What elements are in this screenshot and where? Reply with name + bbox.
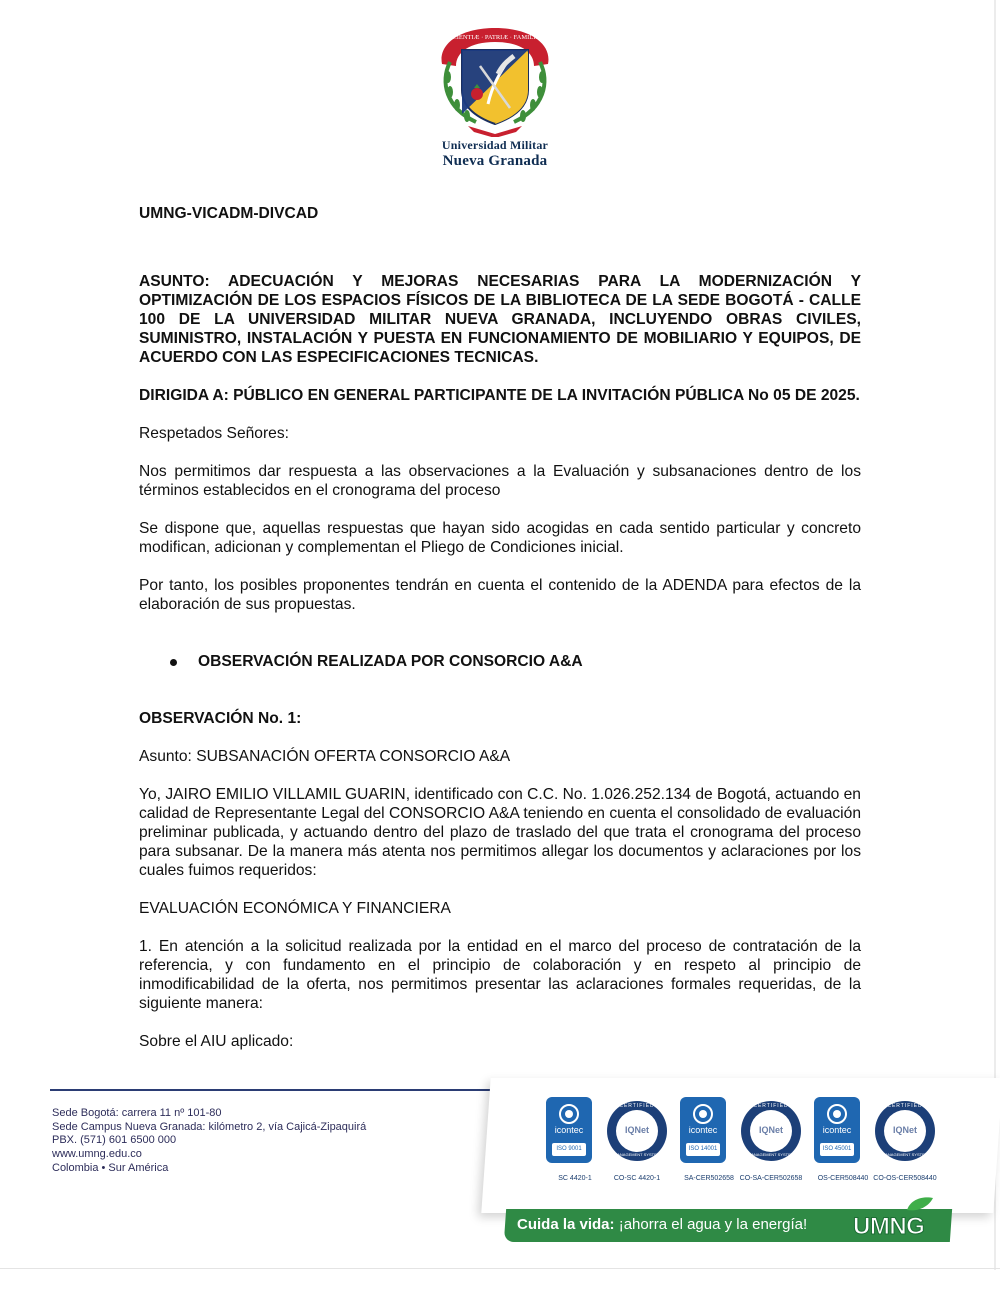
certification-code: CO-SA-CER502658 [739,1175,803,1182]
website-link[interactable]: www.umng.edu.co [52,1148,142,1161]
address-line: PBX. (571) 601 6500 000 [52,1134,177,1147]
certification-code: OS-CER508440 [817,1175,869,1182]
iqnet-seal-icon: CERTIFIED IQNet MANAGEMENT SYSTEM [875,1101,935,1161]
footer-address [52,1107,366,1176]
address-line: Sede Campus Nueva Granada: kilómetro 2, vía Cajicá-Zipaquirá [52,1120,367,1133]
paragraph-response: Nos permitimos dar respuesta a las observaciones a la Evaluación y subsanaciones dentro de los términos establecidos en el cronograma del proceso [139,463,861,499]
document-subject: ASUNTO: ADECUACIÓN Y MEJORAS NECESARIAS PARA LA MODERNIZACIÓN Y OPTIMIZACIÓN DE LOS ESPACIOS FÍSICOS DE LA BIBLIOTECA DE LA SEDE BOGOTÁ - CALLE 100 DE LA UNIVERSIDAD MILITAR NUEVA GRANADA, INCLUYENDO OBRAS CIVILES, SUMINISTRO, INSTALACIÓN Y PUESTA EN FUNCIONAMIENTO DE MOBILIARIO Y EQUIPOS, DE ACUERDO CON LAS ESPECIFICACIONES TECNICAS. [139,273,861,366]
certification-iso9001 [545,1097,605,1182]
iqnet-seal-icon: CERTIFIED IQNet MANAGEMENT SYSTEM [607,1101,667,1161]
observation-bullet-text: OBSERVACIÓN REALIZADA POR CONSORCIO A&A [198,653,583,670]
university-crest-icon [430,22,560,137]
address-line: Sede Bogotá: carrera 11 nº 101-80 [52,1107,222,1119]
observation-body: Yo, JAIRO EMILIO VILLAMIL GUARIN, identificado con C.C. No. 1.026.252.134 de Bogotá, actuando en calidad de Representante Legal del CONSORCIO A&A teniendo en cuenta el consolidado de evaluación preliminar publicada, y actuando dentro del plazo de traslado del que trata el cronograma del proceso para subsanar. De la manera más atenta nos permitimos allegar los documentos y aclaraciones por los cuales fuimos requeridos: [139,786,861,879]
motto-text: SCIENTIÆ · PATRIÆ · FAMILIÆ [448,34,542,41]
university-logo [425,22,565,174]
section-heading: EVALUACIÓN ECONÓMICA Y FINANCIERA [139,900,451,917]
addressed-to: DIRIGIDA A: PÚBLICO EN GENERAL PARTICIPANTE DE LA INVITACIÓN PÚBLICA No 05 DE 2025. [139,387,860,404]
item-1: 1. En atención a la solicitud realizada por la entidad en el marco del proceso de contratación de la referencia, y con fundamento en el principio de colaboración y en respeto al principio de inmodificabilidad de la oferta, nos permitimos presentar las aclaraciones formales requeridas, de la siguiente manera: [139,938,861,1012]
certification-iso45001 [813,1097,873,1182]
iqnet-seal-icon: CERTIFIED IQNet MANAGEMENT SYSTEM [741,1101,801,1161]
icontec-seal-icon: icontec ISO 14001 [680,1097,726,1163]
footer-divider [50,1089,500,1091]
address-line: Colombia • Sur América [52,1161,169,1174]
certification-code: SA-CER502658 [684,1175,734,1182]
observation-title: OBSERVACIÓN No. 1: [139,710,302,727]
certification-iso14001 [679,1097,739,1182]
document-body [139,204,861,1051]
umng-badge-text: UMNG [853,1213,925,1240]
aiu-line: Sobre el AIU aplicado: [139,1033,294,1050]
paragraph-addendum: Por tanto, los posibles proponentes tendrán en cuenta el contenido de la ADENDA para efectos de la elaboración de sus propuestas. [139,577,861,613]
observation-bullet [139,652,861,671]
certifications-row [545,1097,945,1187]
document-reference: UMNG-VICADM-DIVCAD [139,205,319,222]
certification-code: CO-SC 4420-1 [613,1175,661,1182]
university-name-line1: Universidad Militar [441,138,549,152]
slogan-text [517,1216,807,1233]
paragraph-modifications: Se dispone que, aquellas respuestas que hayan sido acogidas en cada sentido particular y concreto modifican, adicionan y complementan el Pliego de Condiciones inicial. [139,520,861,556]
certification-code: SC 4420-1 [558,1175,592,1182]
slogan-rest: ¡ahorra el agua y la energía! [618,1216,808,1233]
leaf-icon [905,1196,935,1212]
certification-iqnet-9001 [607,1097,667,1182]
greeting: Respetados Señores: [139,425,289,442]
certification-code: CO-OS-CER508440 [873,1175,937,1182]
umng-badge [849,1211,929,1239]
icontec-seal-icon: icontec ISO 45001 [814,1097,860,1163]
certification-iqnet-45001 [873,1097,937,1182]
icontec-seal-icon: icontec ISO 9001 [546,1097,592,1163]
observation-subject: Asunto: SUBSANACIÓN OFERTA CONSORCIO A&A [139,748,511,765]
university-name-line2: Nueva Granada [442,153,548,169]
bullet-dot-icon [170,659,177,666]
slogan-lead: Cuida la vida: [517,1216,615,1233]
certification-iqnet-14001 [739,1097,803,1182]
page-bottom-edge [0,1268,1000,1269]
